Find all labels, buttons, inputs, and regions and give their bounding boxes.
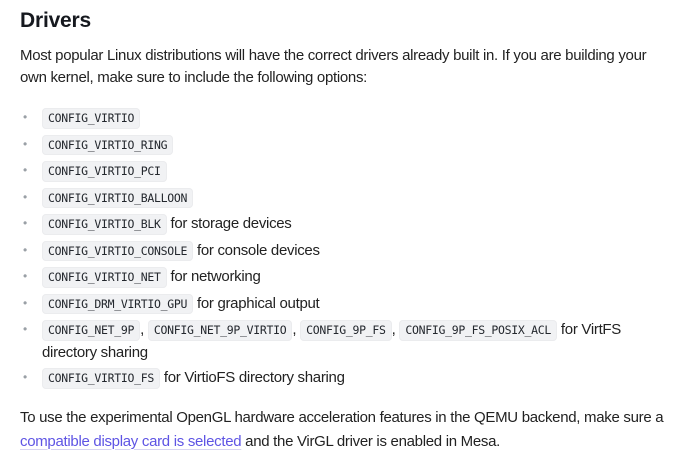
driver-option-item [20,107,670,130]
outro-paragraph [20,406,670,454]
code-chip: CONFIG_VIRTIO_NET [42,267,167,288]
driver-option-item: • CONFIG_VIRTIO_BLK for storage devices [20,213,670,236]
driver-option-item: • CONFIG_DRM_VIRTIO_GPU for graphical output [20,293,670,316]
driver-option-item: • CONFIG_NET_9P , CONFIG_NET_9P_VIRTIO , CONFIG_9P_FS , CONFIG_9P_FS_POSIX_ACL for VirtFS directory sharing [20,319,670,363]
compatible-display-card-link[interactable]: compatible display card is selected [20,432,242,450]
code-chip: CONFIG_VIRTIO_FS [42,368,160,389]
code-chip: CONFIG_VIRTIO_RING [42,135,173,156]
outro-text-before: To use the experimental OpenGL hardware acceleration features in the QEMU backend, make sure a [20,408,664,426]
code-chip: CONFIG_VIRTIO [42,108,140,129]
driver-options-list [20,107,670,390]
code-chip: CONFIG_9P_FS [300,320,391,341]
page-title: Drivers [20,9,91,32]
code-chip: CONFIG_VIRTIO_PCI [42,161,167,182]
intro-paragraph: Most popular Linux distributions will have the correct drivers already built in. If you are building your own kernel, make sure to include the following options: [20,47,647,86]
code-chip: CONFIG_VIRTIO_CONSOLE [42,241,193,262]
code-chip: CONFIG_9P_FS_POSIX_ACL [399,320,557,341]
driver-option-item [20,187,670,210]
driver-option-item [20,134,670,157]
driver-option-item: • CONFIG_VIRTIO_NET for networking [20,266,670,289]
driver-option-item [20,160,670,183]
driver-option-item: • CONFIG_VIRTIO_CONSOLE for console devices [20,240,670,263]
code-chip: CONFIG_NET_9P [42,320,140,341]
code-chip: CONFIG_VIRTIO_BLK [42,214,167,235]
outro-text-after: and the VirGL driver is enabled in Mesa. [241,432,500,450]
code-chip: CONFIG_NET_9P_VIRTIO [148,320,292,341]
code-chip: CONFIG_DRM_VIRTIO_GPU [42,294,193,315]
driver-option-item: • CONFIG_VIRTIO_FS for VirtioFS directory sharing [20,367,670,390]
code-chip: CONFIG_VIRTIO_BALLOON [42,188,193,209]
